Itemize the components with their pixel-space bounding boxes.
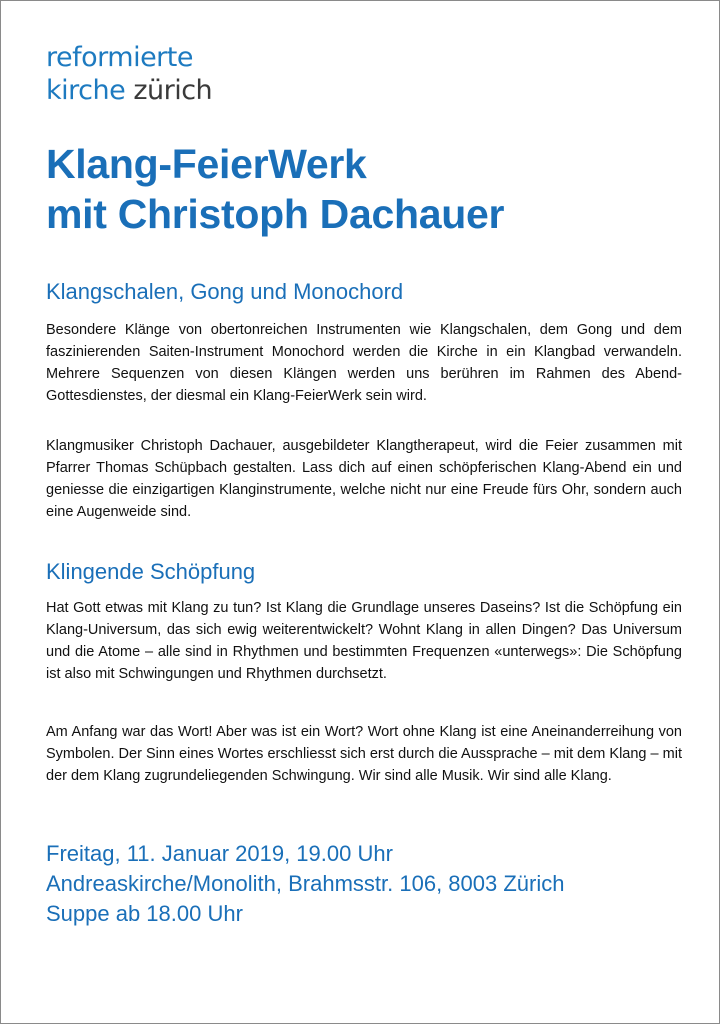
title-line-2: mit Christoph Dachauer bbox=[46, 191, 505, 237]
section-1-paragraph-2: Klangmusiker Christoph Dachauer, ausgebildeter Klangtherapeut, wird die Feier zusammen mit Pfarrer Thomas Schüpbach gestalten. Lass dich auf einen schöpferischen Klang-Abend ein und geniesse die einzigartigen Klanginstrumente, welche nicht nur eine Freude fürs Ohr, sondern auch eine Augenweide sind. bbox=[46, 438, 682, 520]
logo-word-city: zürich bbox=[133, 75, 213, 106]
section-2-paragraph-2: Am Anfang war das Wort! Aber was ist ein Wort? Wort ohne Klang ist eine Aneinanderreihung von Symbolen. Der Sinn eines Wortes erschliesst sich erst durch die Aussprache – mit dem Klang – mit der dem Klang zugrundeliegenden Schwingung. Wir sind alle Musik. Wir sind alle Klang. bbox=[46, 724, 682, 784]
logo-word-kirche: kirche bbox=[46, 75, 126, 106]
section-2-heading: Klingende Schöpfung bbox=[46, 559, 256, 584]
flyer-title bbox=[46, 139, 504, 239]
section-2-paragraph-1: Hat Gott etwas mit Klang zu tun? Ist Klang die Grundlage unseres Daseins? Ist die Schöpfung ein Klang-Universum, das sich ewig weiterentwickelt? Wohnt Klang in allen Dingen? Das Universum und die Atome – alle sind in Rhythmen und bestimmten Frequenzen «unterwegs»: Die Schöpfung ist also mit Schwingungen und Rhythmen durchsetzt. bbox=[46, 600, 682, 682]
logo-line-1: reformierte bbox=[46, 42, 193, 73]
title-line-1: Klang-FeierWerk bbox=[46, 141, 367, 187]
event-date: Freitag, 11. Januar 2019, 19.00 Uhr bbox=[46, 841, 393, 866]
section-1-heading: Klangschalen, Gong und Monochord bbox=[46, 279, 404, 304]
reformierte-kirche-zuerich-logo bbox=[46, 41, 212, 107]
section-1-paragraph-1: Besondere Klänge von obertonreichen Instrumenten wie Klangschalen, dem Gong und dem faszinierenden Saiten-Instrument Monochord werden die Kirche in ein Klangbad verwandeln. Mehrere Sequenzen von diesen Klängen werden uns berühren im Rahmen des Abend-Gottesdienstes, der diesmal ein Klang-FeierWerk sein wird. bbox=[46, 322, 682, 404]
event-details bbox=[46, 839, 564, 929]
logo-line-2 bbox=[46, 74, 212, 107]
event-location: Andreaskirche/Monolith, Brahmsstr. 106, 8003 Zürich bbox=[46, 871, 565, 896]
event-soup: Suppe ab 18.00 Uhr bbox=[46, 901, 243, 926]
